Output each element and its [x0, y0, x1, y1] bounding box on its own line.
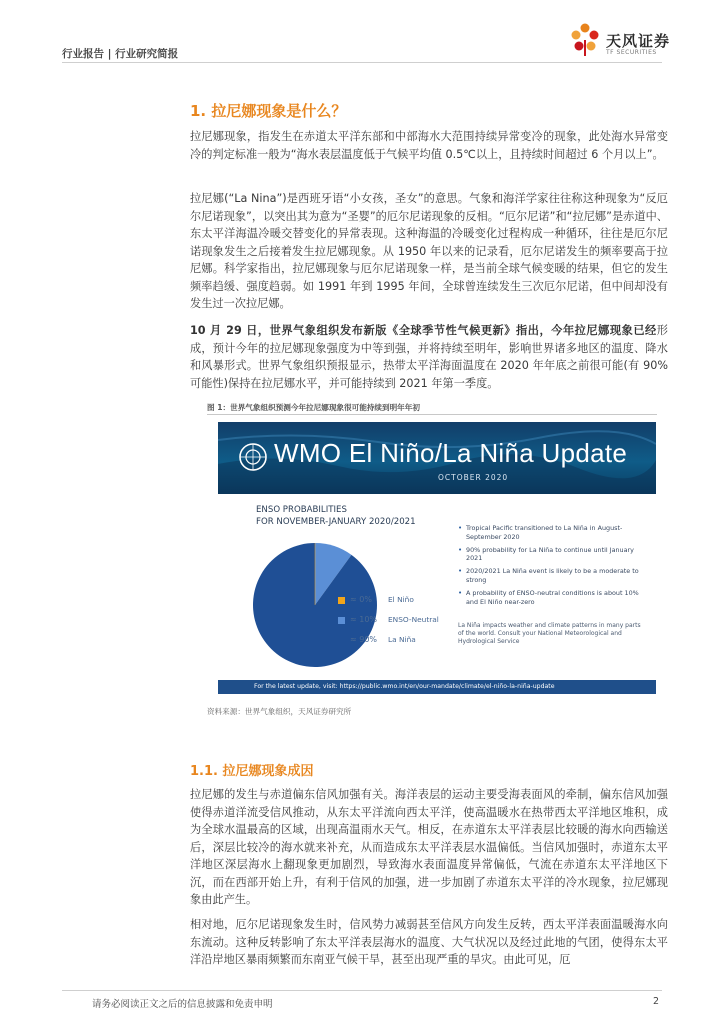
- impact-note: La Niña impacts weather and climate patterns in many parts of the world. Consult your National Meteorological and Hydrological Service: [458, 622, 641, 645]
- bullet-icon: •: [458, 588, 463, 597]
- key-point: [458, 589, 648, 607]
- legend-swatch-la-nina: [338, 637, 345, 644]
- paragraph-el-nino-contrast: 相对地，厄尔尼诺现象发生时，信风势力减弱甚至信风方向发生反转，西太平洋表面温暖海水向东流动。这种反转影响了东太平洋表层海水的温度、大气状况以及经过此地的气团，使得东太平洋沿岸地区暴雨频繁而东南亚气候干旱，甚至出现严重的旱灾。由此可见，厄: [190, 918, 668, 966]
- legend-swatch-el-nino: [338, 597, 345, 604]
- wmo-emblem-icon: [238, 442, 268, 472]
- wmo-update-link[interactable]: For the latest update, visit: https://public.wmo.int/en/our-mandate/climate/el-niño-la-niña-update: [254, 683, 555, 690]
- logo-name-cn: 天风证券: [606, 32, 671, 50]
- legend-pct-enso-neutral: ≈ 10%: [350, 615, 378, 624]
- legend-pct-el-nino: ≈ 0%: [350, 595, 372, 604]
- banner-date: OCTOBER 2020: [438, 473, 509, 482]
- figure-caption-divider: [207, 414, 657, 415]
- logo-name-en: TF SECURITIES: [606, 49, 657, 56]
- legend-label-enso-neutral: ENSO-Neutral: [388, 615, 439, 624]
- disclaimer-text: 请务必阅读正文之后的信息披露和免责申明: [92, 999, 273, 1010]
- wmo-footer-bar: [218, 680, 656, 694]
- key-point: [458, 567, 648, 585]
- legend-swatch-enso-neutral: [338, 617, 345, 624]
- key-point: [458, 546, 648, 564]
- paragraph-wmo-update: [190, 322, 668, 392]
- wmo-banner: [218, 422, 656, 494]
- key-point-text: 2020/2021 La Niña event is likely to be a moderate to strong: [466, 567, 639, 584]
- enso-panel: [218, 494, 656, 680]
- key-points-list: [458, 524, 648, 610]
- legend-label-el-nino: El Niño: [388, 595, 414, 604]
- wmo-infographic: [218, 422, 656, 694]
- legend-pct-la-nina: ≈ 90%: [350, 635, 378, 644]
- key-point-text: A probability of ENSO-neutral conditions is about 10% and El Niño near-zero: [466, 588, 639, 606]
- bullet-icon: •: [458, 545, 463, 554]
- paragraph-etymology: 拉尼娜(“La Nina”)是西班牙语“小女孩，圣女”的意思。气象和海洋学家往往称这种现象为“反厄尔尼诺现象”，以突出其为意为“圣婴”的厄尔尼诺现象的反相。“厄尔尼诺”和“拉尼娜”是赤道中、东太平洋海温冷暖交替变化的异常表现。这种海温的冷暖变化过程构成一种循环，往往是厄尔尼诺现象发生之后接着发生拉尼娜现象。从 1950 年以来的记录看，厄尔尼诺发生的频率要高于拉尼娜。科学家指出，拉尼娜现象与厄尔尼诺现象一样，是当前全球气候变暖的结果，但它的发生频率趋缓、强度趋弱。如 1991 年到 1995 年间，全球曾连续发生三次厄尔尼诺，但中间却没有发生过一次拉尼娜。: [190, 192, 668, 310]
- key-point: [458, 524, 648, 542]
- banner-title: WMO El Niño/La Niña Update: [274, 438, 628, 468]
- subsection-heading: 1.1. 拉尼娜现象成因: [190, 764, 314, 779]
- paragraph-wmo-update-bold: 10 月 29 日，世界气象组织发布新版《全球季节性气候更新》指出，今年拉尼娜现象已经: [190, 324, 657, 337]
- legend-label-la-nina: La Niña: [388, 635, 416, 644]
- paragraph-wmo-update-rest: 形成，预计今年的拉尼娜现象强度为中等到强，并将持续至明年，影响世界诸多地区的温度、降水和风暴形式。世界气象组织预报显示，热带太平洋海面温度在 2020 年年底之前很可能(有 90%可能性)保持在拉尼娜水平，并可能持续到 2021 年第一季度。: [190, 324, 668, 390]
- page-header: [0, 0, 724, 70]
- paragraph-definition: 拉尼娜现象，指发生在赤道太平洋东部和中部海水大范围持续异常变冷的现象，此处海水异常变冷的判定标准一般为“海水表层温度低于气候平均值 0.5℃以上，且持续时间超过 6 个月以上”。: [190, 130, 668, 161]
- enso-title-line2: FOR NOVEMBER-JANUARY 2020/2021: [256, 517, 416, 527]
- key-point-text: Tropical Pacific transitioned to La Niña in August-September 2020: [466, 524, 623, 541]
- enso-pie-chart: [250, 540, 380, 670]
- enso-title-line1: ENSO PROBABILITIES: [256, 505, 347, 515]
- section-heading: 1. 拉尼娜现象是什么？: [190, 102, 347, 120]
- key-point-text: 90% probability for La Niña to continue until January 2021: [466, 545, 634, 563]
- logo-petals-icon: [568, 22, 602, 58]
- breadcrumb: 行业报告 | 行业研究简报: [62, 48, 179, 60]
- page-number: 2: [653, 996, 660, 1007]
- paragraph-causes: 拉尼娜的发生与赤道偏东信风加强有关。海洋表层的运动主要受海表面风的牵制，偏东信风加强使得赤道洋流受信风推动，从东太平洋流向西太平洋，使高温暖水在热带西太平洋地区堆积，成为全球水温最高的区域，出现高温雨水天气。相反，在赤道东太平洋表层比较暖的海水向西输送后，深层比较冷的海水就来补充，从而造成东太平洋表层水温偏低。当信风加强时，赤道东太平洋地区深层海水上翻现象更加剧烈，导致海水表面温度异常偏低，气流在赤道东太平洋地区下沉，而在西部开始上升，有利于信风的加强，进一步加剧了赤道东太平洋的冷水现象，拉尼娜现象由此产生。: [190, 788, 668, 906]
- enso-chart-title: [256, 504, 416, 528]
- footer-divider: [62, 990, 662, 991]
- figure-caption: 图 1：世界气象组织预测今年拉尼娜现象很可能持续到明年年初: [207, 403, 420, 412]
- figure-source: 资料来源：世界气象组织，天风证券研究所: [207, 707, 352, 716]
- header-divider: [62, 62, 662, 63]
- page-footer: [0, 990, 724, 1020]
- company-logo: [568, 22, 678, 58]
- bullet-icon: •: [458, 524, 463, 532]
- bullet-icon: •: [458, 567, 463, 576]
